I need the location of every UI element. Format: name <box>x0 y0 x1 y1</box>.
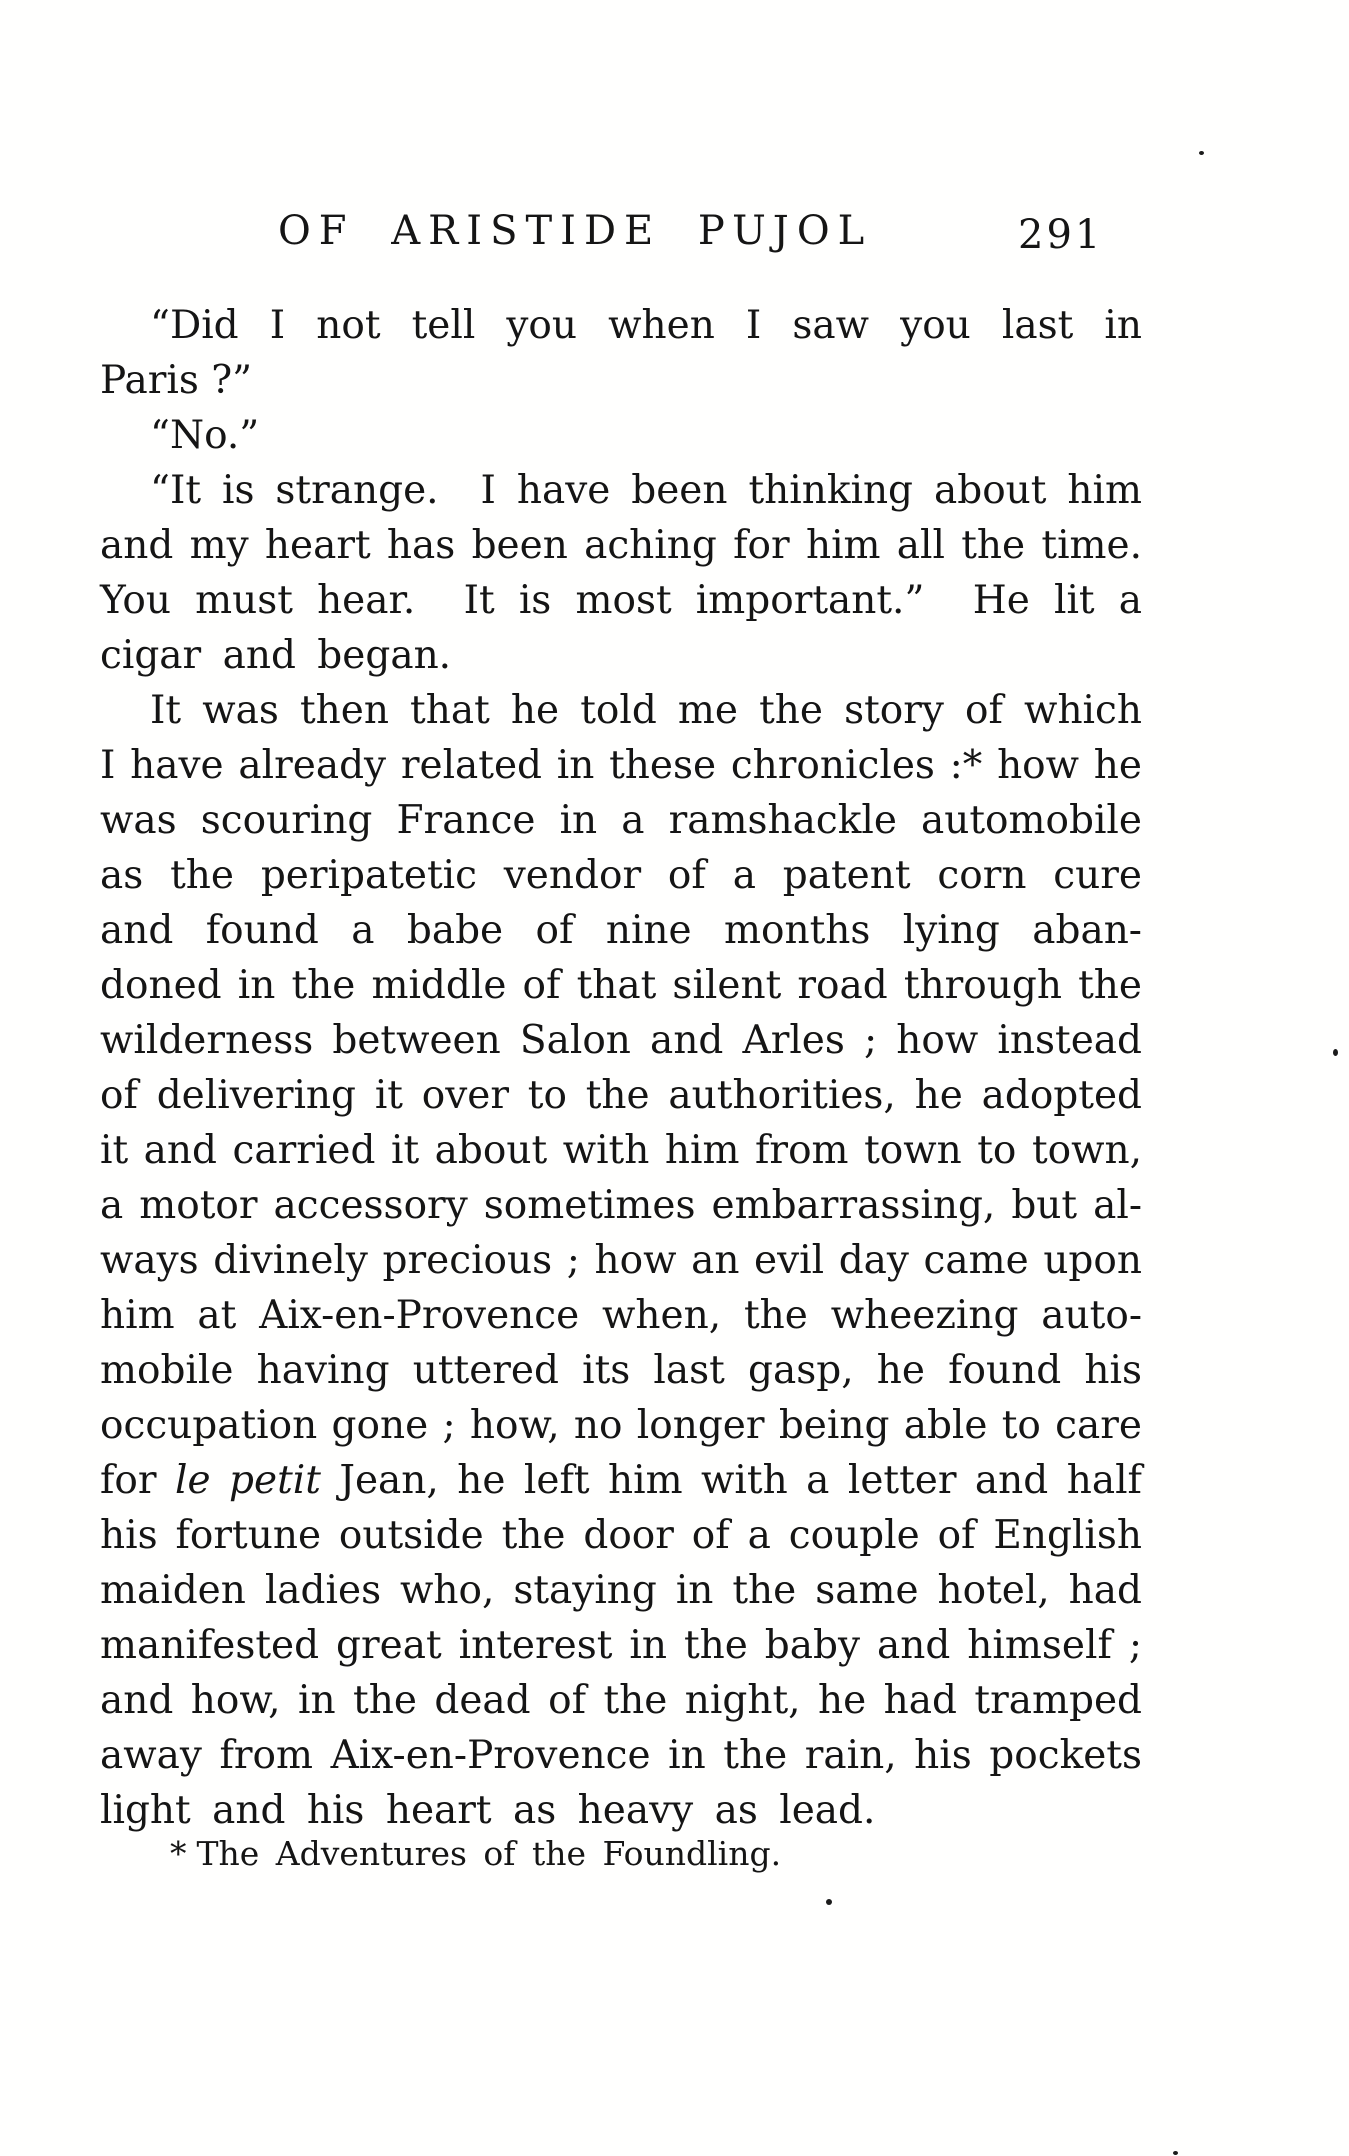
text-line: “It is strange. I have been thinking about him <box>150 468 1142 513</box>
text-block <box>100 298 1142 1838</box>
text-line: wilderness between Salon and Arles ; how instead <box>100 1018 1142 1063</box>
text-line: “Did I not tell you when I saw you last in <box>150 303 1142 348</box>
text-line: You must hear. It is most important.” He lit a <box>100 578 1142 623</box>
text-segment: Jean, he left him with a letter and half <box>320 1458 1142 1503</box>
text-line: cigar and began. <box>100 633 452 678</box>
text-line: doned in the middle of that silent road through the <box>100 963 1142 1008</box>
text-line: a motor accessory sometimes embarrassing, but al- <box>100 1183 1142 1228</box>
text-line: Paris ?” <box>100 358 253 403</box>
text-line: manifested great interest in the baby and himself ; <box>100 1623 1142 1668</box>
running-head-title: OF ARISTIDE PUJOL <box>278 208 873 254</box>
text-line-italic <box>100 1453 1142 1508</box>
text-line: him at Aix-en-Provence when, the wheezing auto- <box>100 1293 1142 1338</box>
text-line: I have already related in these chronicles :* how he <box>100 743 1142 788</box>
text-line: mobile having uttered its last gasp, he found his <box>100 1348 1142 1393</box>
text-line: “No.” <box>150 413 260 458</box>
text-line: as the peripatetic vendor of a patent corn cure <box>100 853 1142 898</box>
text-line: It was then that he told me the story of which <box>150 688 1142 733</box>
text-line: maiden ladies who, staying in the same hotel, had <box>100 1568 1142 1613</box>
text-line: of delivering it over to the authorities, he adopted <box>100 1073 1142 1118</box>
scan-speck <box>1173 2151 1178 2155</box>
text-line: and how, in the dead of the night, he had tramped <box>100 1678 1142 1723</box>
text-line: away from Aix-en-Provence in the rain, his pockets <box>100 1733 1142 1778</box>
text-line: his fortune outside the door of a couple of English <box>100 1513 1142 1558</box>
scan-speck <box>826 1899 832 1905</box>
text-line: light and his heart as heavy as lead. <box>100 1788 876 1833</box>
text-line: and my heart has been aching for him all the time. <box>100 523 1142 568</box>
text-segment: for <box>100 1458 176 1503</box>
scan-speck <box>1333 1049 1338 1056</box>
text-line: it and carried it about with him from town to town, <box>100 1128 1142 1173</box>
page-number: 291 <box>1018 212 1104 258</box>
footnote-marker: * <box>170 1834 187 1873</box>
scan-speck <box>1199 151 1204 155</box>
text-line: was scouring France in a ramshackle automobile <box>100 798 1142 843</box>
text-line: and found a babe of nine months lying aban- <box>100 908 1142 953</box>
italic-phrase: le petit <box>175 1458 321 1503</box>
footnote-text: The Adventures of the Foundling. <box>196 1834 782 1873</box>
text-line: ways divinely precious ; how an evil day came upon <box>100 1238 1142 1283</box>
footnote <box>100 1834 1212 1874</box>
text-line: occupation gone ; how, no longer being able to care <box>100 1403 1142 1448</box>
